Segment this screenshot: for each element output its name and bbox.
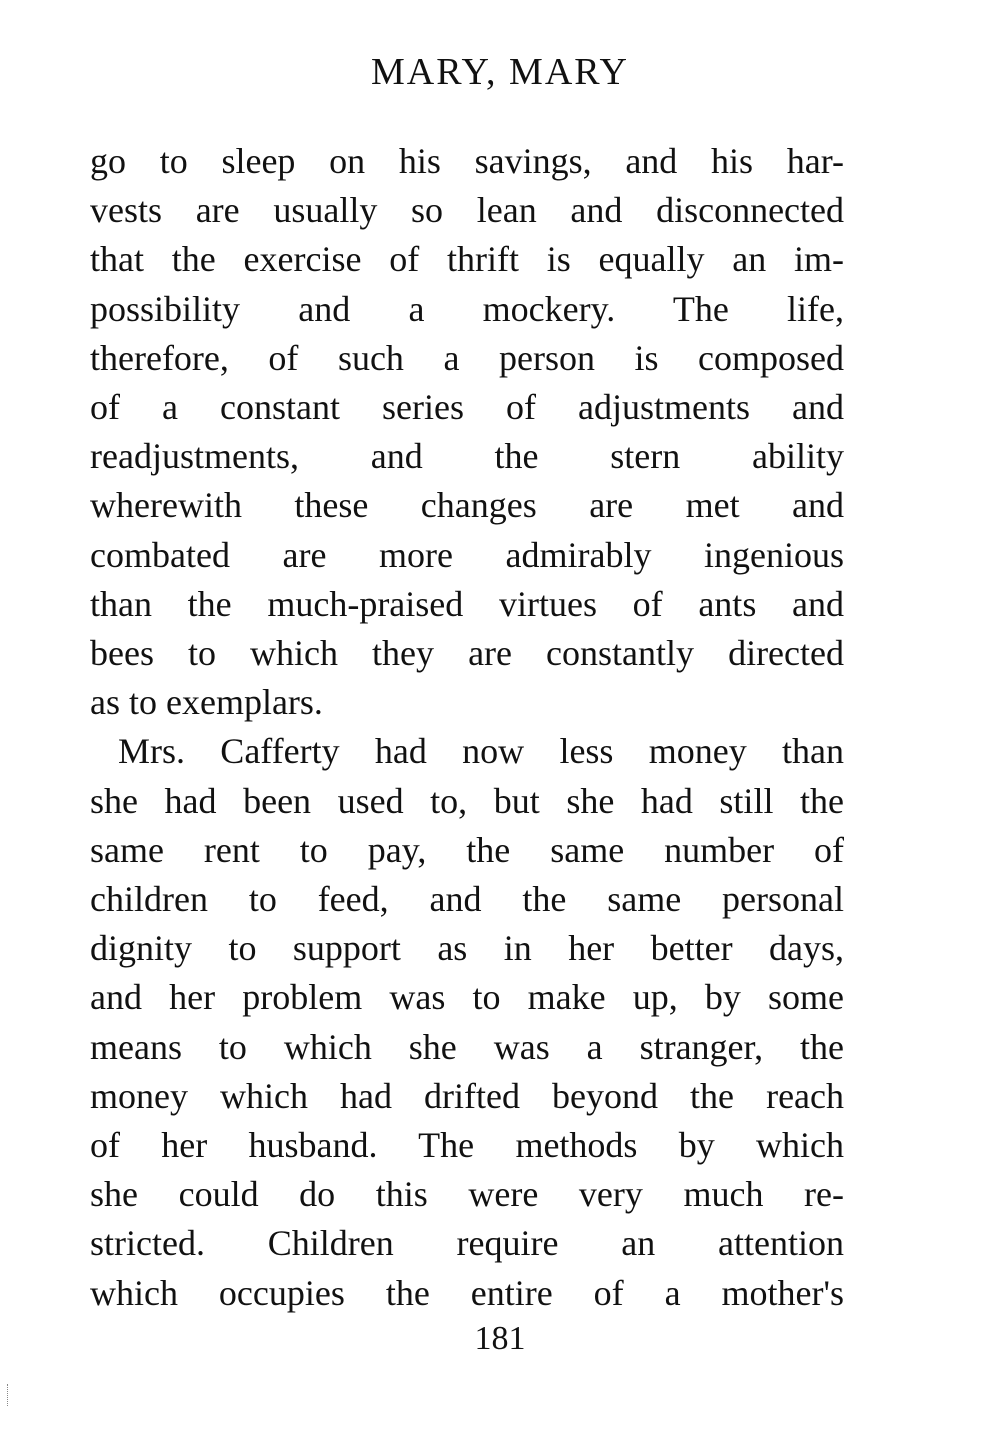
text-line: she had been used to, but she had still the: [90, 780, 844, 821]
text-line: stricted. Children require an attention: [90, 1223, 844, 1264]
text-line: as to exemplars.: [90, 682, 323, 723]
text-line: than the much-praised virtues of ants and: [90, 583, 844, 624]
text-line: combated are more admirably ingenious: [90, 534, 844, 575]
paragraph: [90, 137, 844, 727]
text-line: vests are usually so lean and disconnected: [90, 190, 844, 231]
text-line: possibility and a mockery. The life,: [90, 288, 844, 329]
paragraph: [90, 727, 844, 1317]
text-line: which occupies the entire of a mother's: [90, 1272, 844, 1313]
text-line: Mrs. Cafferty had now less money than: [118, 731, 844, 772]
text-line: readjustments, and the stern ability: [90, 436, 844, 477]
text-line: money which had drifted beyond the reach: [90, 1075, 844, 1116]
text-line: dignity to support as in her better days,: [90, 928, 844, 969]
text-line: bees to which they are constantly directed: [90, 633, 844, 674]
text-line: she could do this were very much re-: [90, 1174, 844, 1215]
text-line: children to feed, and the same personal: [90, 879, 844, 920]
text-line: that the exercise of thrift is equally an im-: [90, 239, 844, 280]
text-line: of a constant series of adjustments and: [90, 387, 844, 428]
scan-margin-mark: [7, 1384, 9, 1406]
running-head: MARY, MARY: [371, 51, 629, 93]
text-line: go to sleep on his savings, and his har-: [90, 141, 844, 181]
text-line: and her problem was to make up, by some: [90, 977, 844, 1018]
page-number: 181: [474, 1320, 526, 1357]
text-line: therefore, of such a person is composed: [90, 337, 844, 378]
text-line: means to which she was a stranger, the: [90, 1026, 844, 1067]
text-line: of her husband. The methods by which: [90, 1125, 844, 1166]
text-line: wherewith these changes are met and: [90, 485, 844, 526]
page-body: [90, 137, 844, 1318]
text-line: same rent to pay, the same number of: [90, 829, 844, 870]
